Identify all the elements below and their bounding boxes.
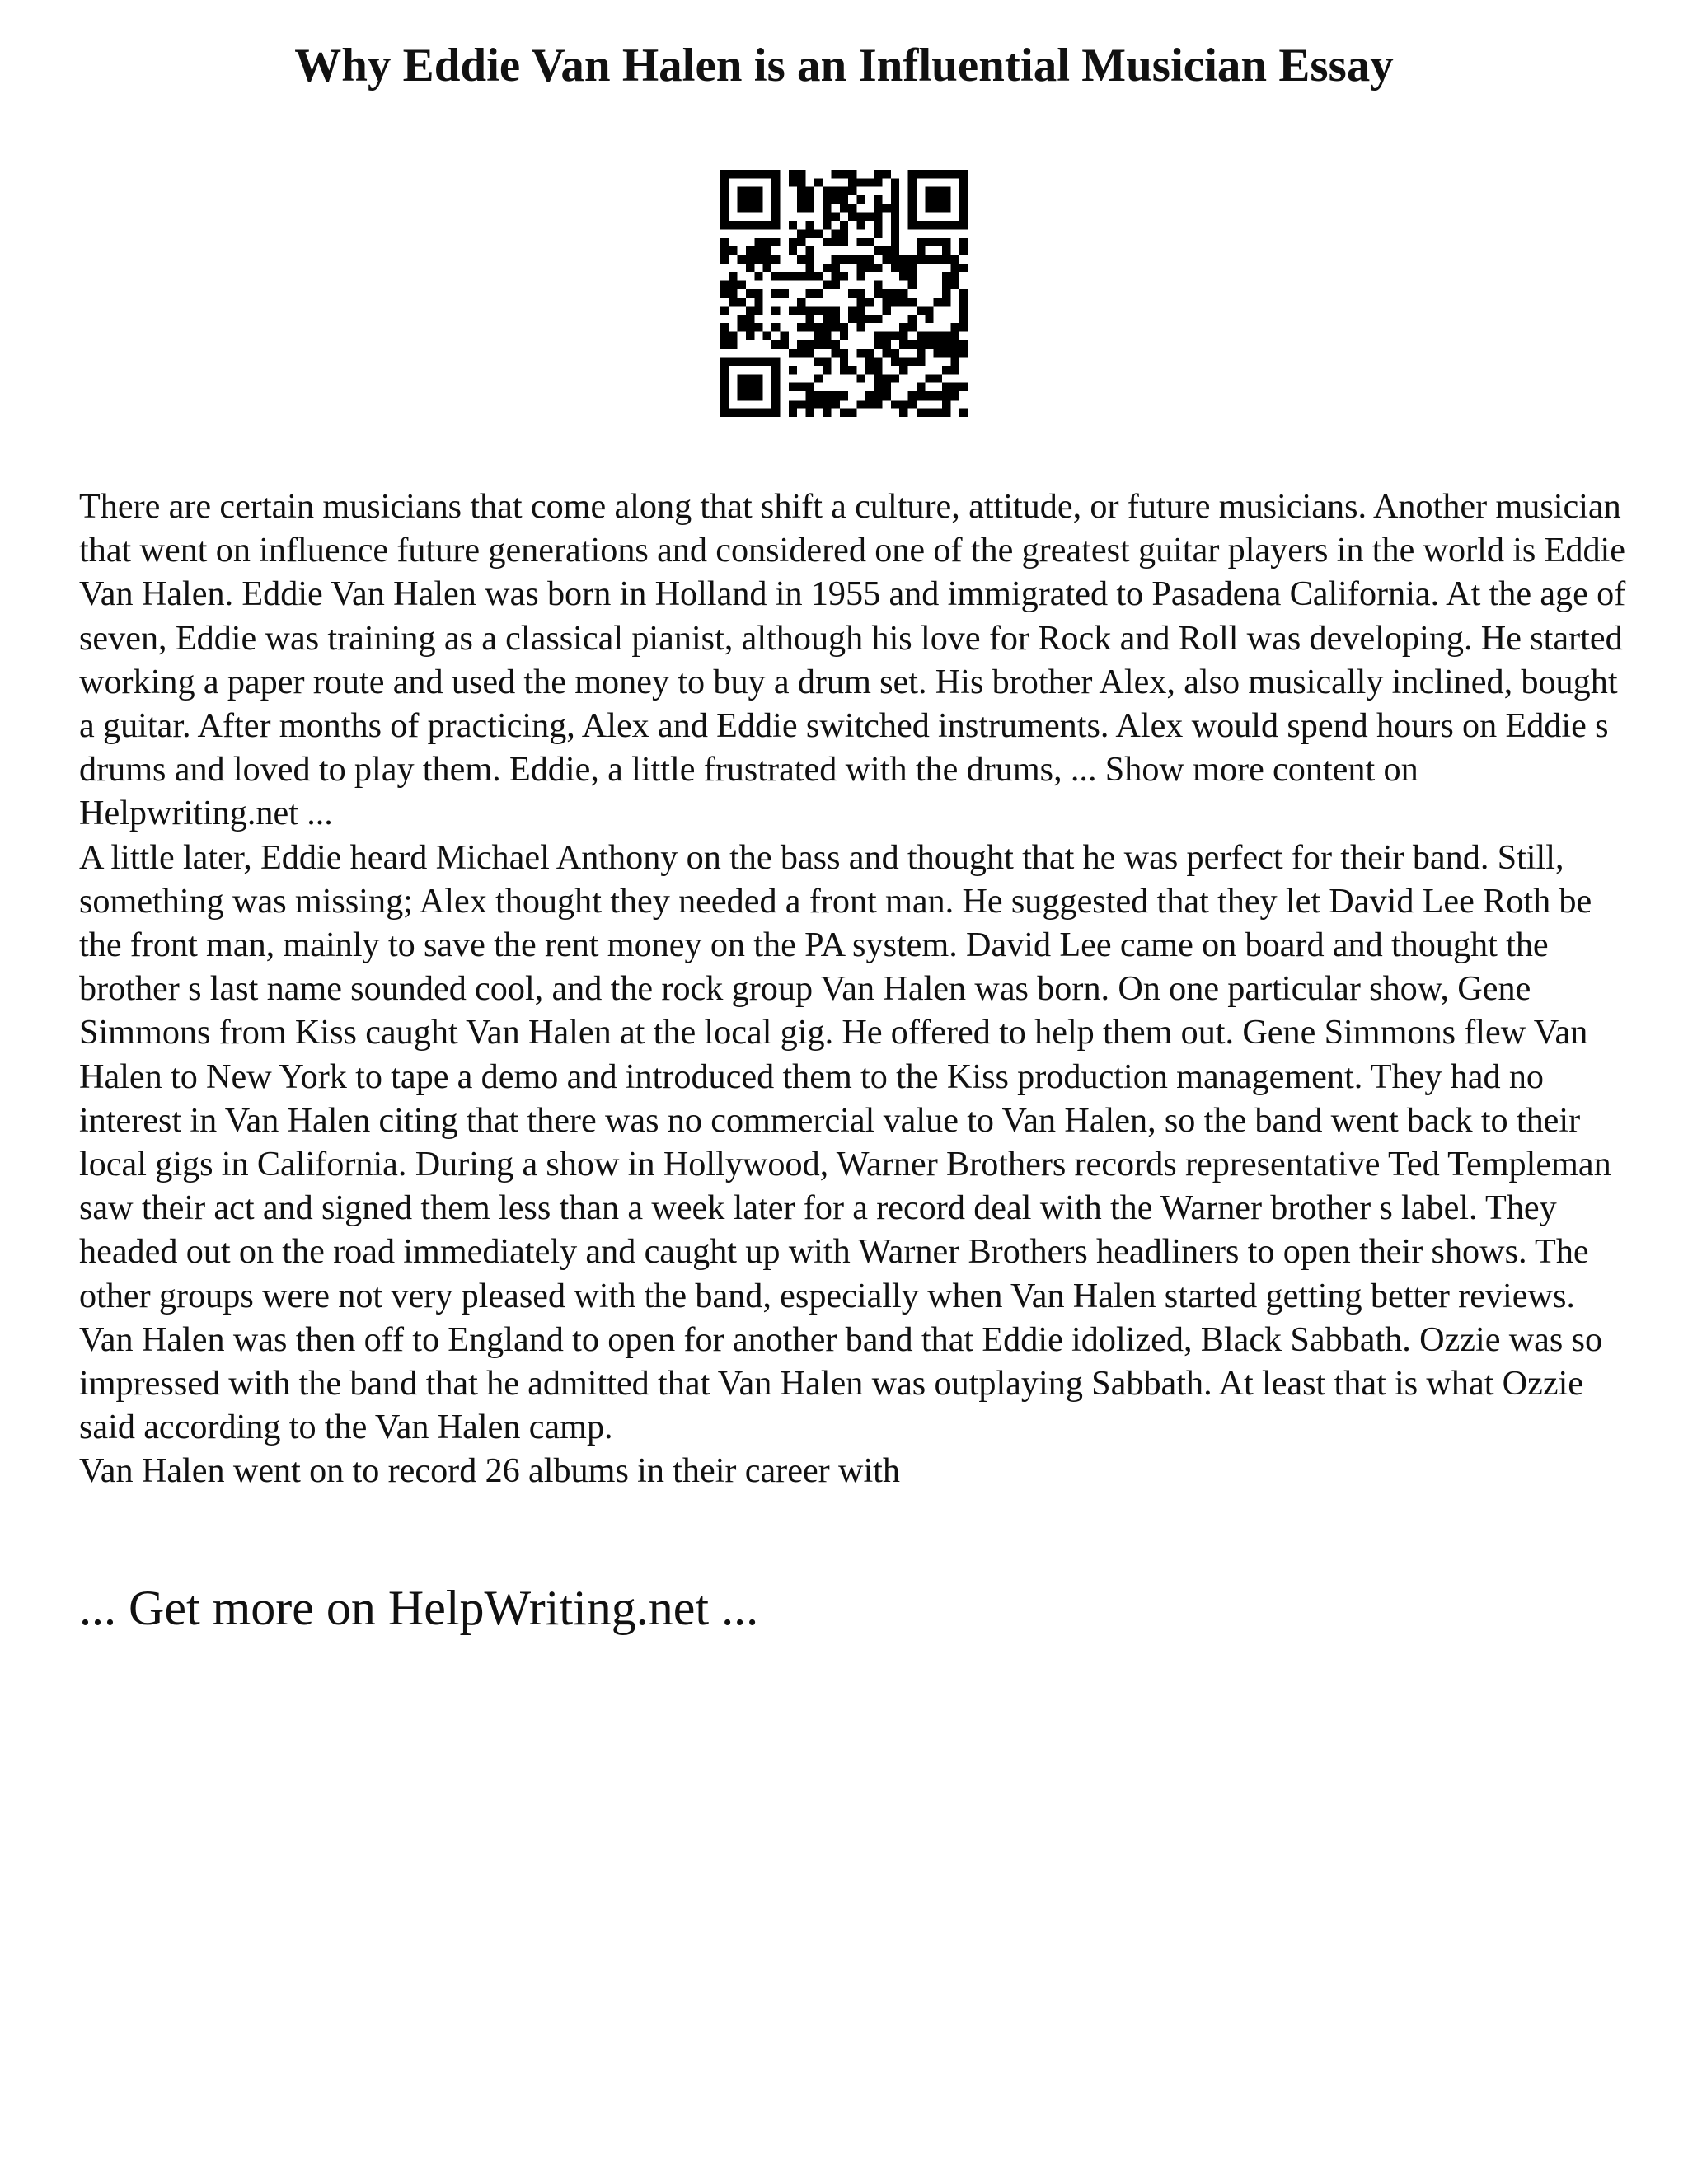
essay-paragraph-3: Van Halen went on to record 26 albums in their career with (79, 1451, 900, 1491)
essay-paragraph-1: There are certain musicians that come along that shift a culture, attitude, or future musicians. Another musician that went on influence future generations and considered one of the greatest guitar players in the world is Eddie Van Halen. Eddie Van Halen was born in Holland in 1955 and immigrated to Pasadena California. At the age of seven, Eddie was training as a classical pianist, although his love for Rock and Roll was developing. He started working a paper route and used the money to buy a drum set. His brother Alex, also musically inclined, bought a guitar. After months of practicing, Alex and Eddie switched instruments. Alex would spend hours on Eddie s drums and loved to play them. Eddie, a little frustrated with the drums, ... Show more content on Helpwriting.net ... (79, 487, 1626, 833)
page-title: Why Eddie Van Halen is an Influential Musician Essay (294, 40, 1394, 91)
essay-paragraph-2: A little later, Eddie heard Michael Anthony on the bass and thought that he was perfect for their band. Still, something was missing; Alex thought they needed a front man. He suggested that they let David Lee Roth be the front man, mainly to save the rent money on the PA system. David Lee came on board and thought the brother s last name sounded cool, and the rock group Van Halen was born. On one particular show, Gene Simmons from Kiss caught Van Halen at the local gig. He offered to help them out. Gene Simmons flew Van Halen to New York to tape a demo and introduced them to the Kiss production management. They had no interest in Van Halen citing that there was no commercial value to Van Halen, so the band went back to their local gigs in California. During a show in Hollywood, Warner Brothers records representative Ted Templeman saw their act and signed them less than a week later for a record deal with the Warner brother s label. They headed out on the road immediately and caught up with Warner Brothers headliners to open their shows. The other groups were not very pleased with the band, especially when Van Halen started getting better reviews. Van Halen was then off to England to open for another band that Eddie idolized, Black Sabbath. Ozzie was so impressed with the band that he admitted that Van Halen was outplaying Sabbath. At least that is what Ozzie said according to the Van Halen camp. (79, 837, 1611, 1447)
essay-body (79, 485, 1629, 1493)
get-more-link[interactable]: ... Get more on HelpWriting.net ... (79, 1581, 759, 1635)
qr-code-icon[interactable] (720, 170, 968, 417)
